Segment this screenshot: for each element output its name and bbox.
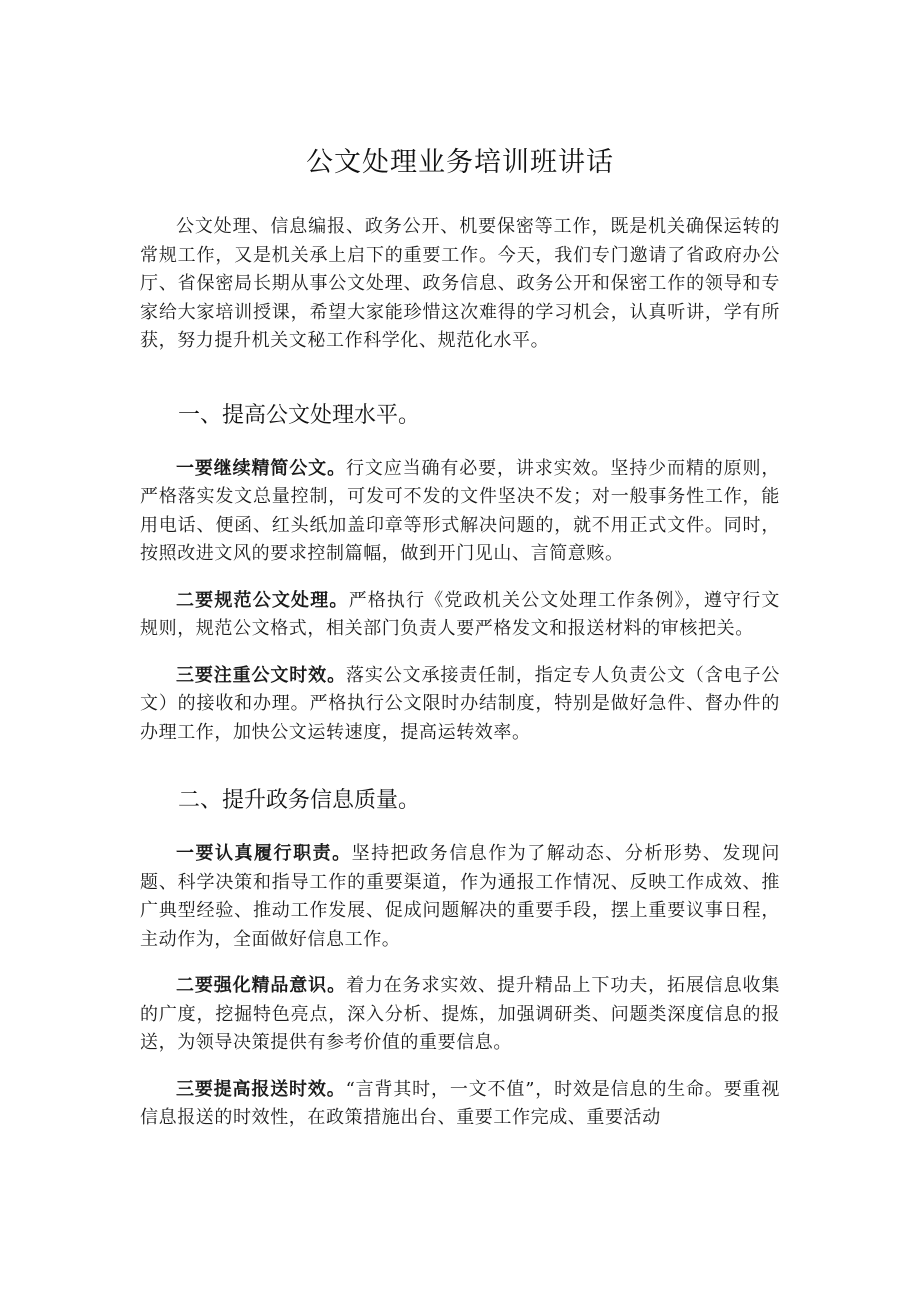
section-heading-1: 一、提高公文处理水平。 [178, 402, 421, 428]
paragraph-lead: 一要认真履行职责。 [176, 843, 352, 864]
section-1-paragraph-1 [140, 455, 780, 569]
paragraph-lead: 一要继续精简公文。 [176, 457, 346, 479]
paragraph-text: “言背其时，一文不值”，时效是信息的生命。要重视信息报送的时效性，在政策措施出台、重要工作完成、重要活动 [140, 1078, 780, 1128]
section-2-paragraph-1 [140, 840, 780, 954]
paragraph-lead: 三要注重公文时效。 [176, 664, 346, 686]
paragraph-lead: 二要强化精品意识。 [176, 975, 346, 996]
paragraph-text: 落实公文承接责任制，指定专人负责公文（含电子公文）的接收和办理。严格执行公文限时办结制度，特别是做好急件、督办件的办理工作，加快公文运转速度，提高运转效率。 [140, 664, 780, 743]
paragraph-text: 行文应当确有必要，讲求实效。坚持少而精的原则，严格落实发文总量控制，可发可不发的文件坚决不发；对一般事务性工作，能用电话、便函、红头纸加盖印章等形式解决问题的，就不用正式文件。同时，按照改进文风的要求控制篇幅，做到开门见山、言简意赅。 [140, 457, 780, 564]
paragraph-text: 着力在务求实效、提升精品上下功夫，拓展信息收集的广度，挖掘特色亮点，深入分析、提炼，加强调研类、问题类深度信息的报送，为领导决策提供有参考价值的重要信息。 [140, 975, 780, 1053]
section-1-paragraph-2 [140, 587, 780, 644]
section-1-paragraph-3 [140, 662, 780, 748]
paragraph-lead: 三要提高报送时效。 [176, 1078, 346, 1100]
paragraph-text: 严格执行《党政机关公文处理工作条例》，遵守行文规则，规范公文格式，相关部门负责人要严格发文和报送材料的审核把关。 [140, 589, 780, 639]
section-2-paragraph-2 [140, 972, 780, 1058]
document-body [140, 140, 780, 1151]
section-heading-2: 二、提升政务信息质量。 [178, 788, 421, 813]
intro-paragraph: 公文处理、信息编报、政务公开、机要保密等工作，既是机关确保运转的常规工作，又是机关承上启下的重要工作。今天，我们专门邀请了省政府办公厅、省保密局长期从事公文处理、政务信息、政务公开和保密工作的领导和专家给大家培训授课，希望大家能珍惜这次难得的学习机会，认真听讲，学有所获，努力提升机关文秘工作科学化、规范化水平。 [140, 216, 780, 351]
section-2-paragraph-3 [140, 1076, 780, 1133]
document-title: 公文处理业务培训班讲话 [306, 147, 614, 178]
paragraph-text: 坚持把政务信息作为了解动态、分析形势、发现问题、科学决策和指导工作的重要渠道，作为通报工作情况、反映工作成效、推广典型经验、推动工作发展、促成问题解决的重要手段，摆上重要议事日程，主动作为，全面做好信息工作。 [140, 843, 780, 950]
paragraph-lead: 二要规范公文处理。 [176, 589, 349, 611]
